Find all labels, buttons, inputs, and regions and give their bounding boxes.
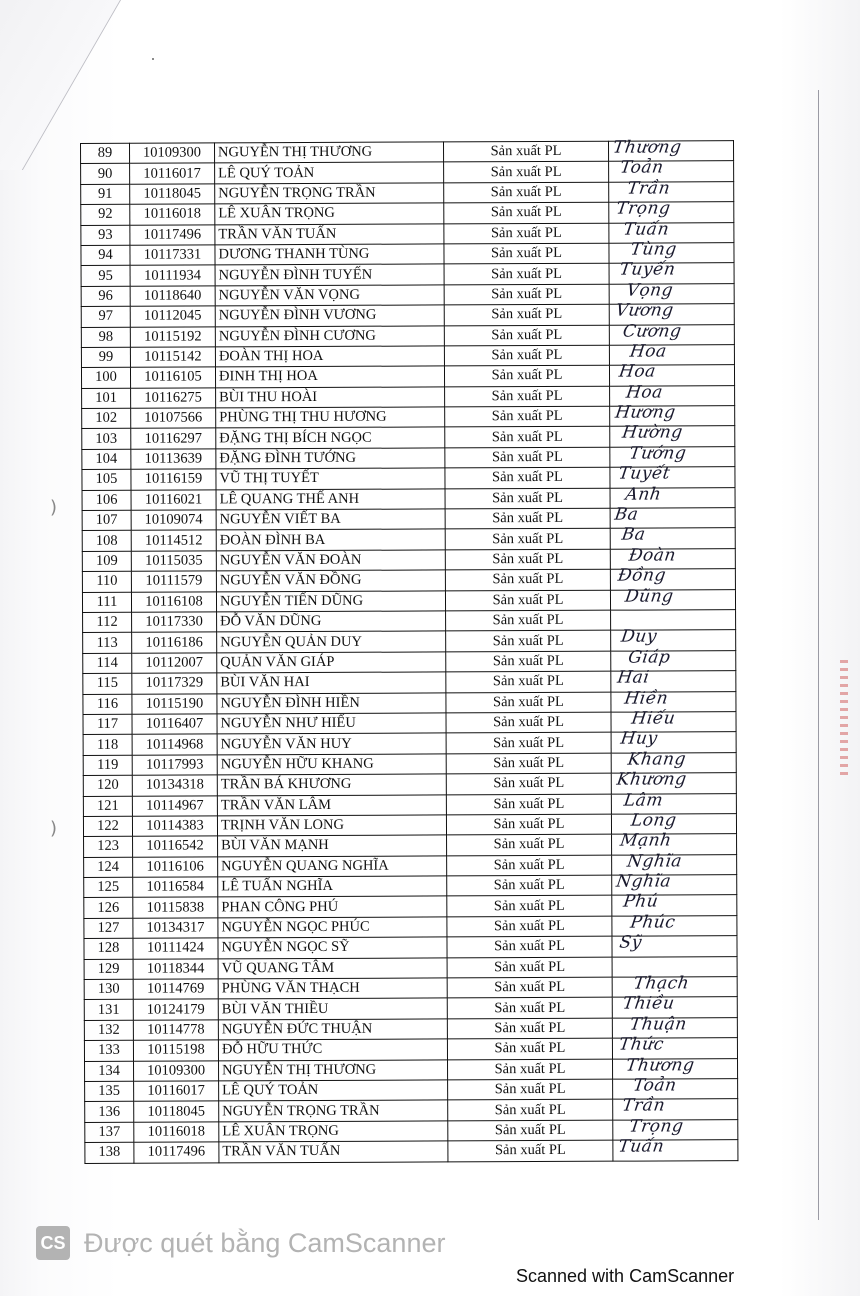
row-number: 113 <box>83 633 132 654</box>
employee-id: 10116584 <box>133 877 218 898</box>
employee-id: 10117496 <box>134 1142 219 1163</box>
department: Sản xuất PL <box>446 712 611 733</box>
row-number: 102 <box>82 408 131 429</box>
row-number: 122 <box>83 816 132 837</box>
employee-id: 10111424 <box>133 938 218 959</box>
department: Sản xuất PL <box>445 508 610 529</box>
handwritten-signature: Hiền <box>623 687 670 709</box>
department: Sản xuất PL <box>448 1059 613 1080</box>
page-edge-line <box>818 90 819 1220</box>
row-number: 111 <box>82 592 131 613</box>
department: Sản xuất PL <box>445 447 610 468</box>
handwritten-signature: Hiếu <box>630 708 677 729</box>
handwritten-signature: Khang <box>626 749 688 770</box>
employee-id: 10116018 <box>130 204 215 225</box>
handwritten-signature: Tuyết <box>617 463 672 484</box>
row-number: 110 <box>82 571 131 592</box>
handwritten-signature: Thuận <box>628 1014 689 1035</box>
department: Sản xuất PL <box>444 304 609 325</box>
row-number: 125 <box>84 877 133 898</box>
handwritten-signature: Trọng <box>628 1116 685 1137</box>
employee-name: NGUYỄN THỊ THƯƠNG <box>219 1059 448 1080</box>
handwritten-signature: Hoa <box>624 382 665 403</box>
employee-id: 10118640 <box>130 286 215 307</box>
handwritten-signature: Mạnh <box>618 830 673 851</box>
row-number: 120 <box>83 775 132 796</box>
row-number: 119 <box>83 755 132 776</box>
employee-name: ĐỖ HỮU THỨC <box>218 1039 447 1060</box>
row-number: 118 <box>83 735 132 756</box>
department: Sản xuất PL <box>446 671 611 692</box>
row-number: 93 <box>81 225 130 246</box>
employee-name: NGUYỄN VIẾT BA <box>216 509 445 530</box>
camscanner-watermark <box>36 1226 445 1260</box>
department: Sản xuất PL <box>444 345 609 366</box>
row-number: 99 <box>81 347 130 368</box>
employee-name: LÊ QUANG THẾ ANH <box>216 489 445 510</box>
table-row <box>82 589 735 612</box>
row-number: 115 <box>83 673 132 694</box>
employee-id: 10114769 <box>133 979 218 1000</box>
employee-id: 10115192 <box>130 326 215 347</box>
row-number: 124 <box>84 857 133 878</box>
employee-id: 10116159 <box>131 469 216 490</box>
row-number: 95 <box>81 266 130 287</box>
handwritten-signature: Nghĩa <box>625 851 684 872</box>
employee-id: 10111579 <box>131 571 216 592</box>
handwritten-signature: Toản <box>631 1075 678 1096</box>
row-number: 104 <box>82 449 131 470</box>
handwritten-signature: Thương <box>611 137 683 158</box>
row-number: 134 <box>85 1061 134 1082</box>
department: Sản xuất PL <box>448 1140 613 1161</box>
employee-name: TRẦN VĂN TUẤN <box>215 223 444 244</box>
punch-hole-mark: ) <box>50 497 58 518</box>
employee-name: NGUYỄN ĐÌNH CƯƠNG <box>215 325 444 346</box>
handwritten-signature: Sỹ <box>618 932 644 953</box>
department: Sản xuất PL <box>447 957 612 978</box>
handwritten-signature: Tuyến <box>618 259 677 280</box>
employee-name: BÙI THU HOÀI <box>216 387 445 408</box>
handwritten-signature: Duy <box>619 626 659 648</box>
handwritten-signature: Lâm <box>622 789 665 811</box>
employee-name: LÊ QUÝ TOẢN <box>215 162 444 183</box>
employee-name: PHÙNG VĂN THẠCH <box>218 978 447 999</box>
employee-name: LÊ TUẤN NGHĨA <box>218 876 447 897</box>
employee-name: ĐINH THỊ HOA <box>215 366 444 387</box>
department: Sản xuất PL <box>446 773 611 794</box>
employee-name: BÙI VĂN HAI <box>217 672 446 693</box>
employee-name: LÊ XUÂN TRỌNG <box>215 203 444 224</box>
row-number: 94 <box>81 245 130 266</box>
department: Sản xuất PL <box>446 631 611 652</box>
handwritten-signature: Phúc <box>629 912 677 933</box>
handwritten-signature: Tướng <box>628 443 688 464</box>
department: Sản xuất PL <box>447 977 612 998</box>
employee-id: 10117331 <box>130 245 215 266</box>
row-number: 101 <box>82 388 131 409</box>
handwritten-signature: Khương <box>615 769 688 790</box>
table-row <box>85 1140 738 1163</box>
employee-id: 10117993 <box>132 755 217 776</box>
department: Sản xuất PL <box>446 794 611 815</box>
employee-name: PHÙNG THỊ THU HƯƠNG <box>216 407 445 428</box>
handwritten-signature: Nghĩa <box>614 871 673 892</box>
row-number: 117 <box>83 714 132 735</box>
handwritten-signature: Ba <box>613 504 640 525</box>
employee-name: NGUYỄN TRỌNG TRẦN <box>215 183 444 204</box>
employee-id: 10107566 <box>131 408 216 429</box>
employee-id: 10115190 <box>132 693 217 714</box>
employee-id: 10116017 <box>130 163 215 184</box>
row-number: 138 <box>85 1142 134 1163</box>
watermark-text: Được quét bằng CamScanner <box>84 1227 446 1258</box>
employee-id: 10115838 <box>133 897 218 918</box>
employee-name: NGUYỄN ĐÌNH HIỀN <box>217 692 446 713</box>
handwritten-signature: Đoàn <box>627 545 678 566</box>
department: Sản xuất PL <box>447 916 612 937</box>
roster-body <box>81 137 738 1163</box>
row-number: 100 <box>81 368 130 389</box>
department: Sản xuất PL <box>447 1038 612 1059</box>
department: Sản xuất PL <box>446 651 611 672</box>
handwritten-signature: Hường <box>620 422 685 444</box>
employee-name: TRẦN VĂN TUẤN <box>219 1141 448 1162</box>
employee-id: 10114967 <box>132 795 217 816</box>
handwritten-signature: Dũng <box>623 586 675 607</box>
employee-id: 10117330 <box>132 612 217 633</box>
employee-id: 10115035 <box>131 551 216 572</box>
employee-id: 10111934 <box>130 265 215 286</box>
employee-name: NGUYỄN NGỌC PHÚC <box>218 917 447 938</box>
row-number: 133 <box>84 1040 133 1061</box>
handwritten-signature: Vương <box>614 300 675 321</box>
department: Sản xuất PL <box>447 1018 612 1039</box>
punch-hole-mark: ) <box>50 818 58 839</box>
handwritten-signature: Cương <box>621 320 683 342</box>
scan-speck <box>152 58 154 60</box>
employee-id: 10117496 <box>130 224 215 245</box>
department: Sản xuất PL <box>444 223 609 244</box>
employee-roster-table <box>80 137 738 1163</box>
row-number: 105 <box>82 470 131 491</box>
department: Sản xuất PL <box>444 284 609 305</box>
row-number: 90 <box>81 164 130 185</box>
employee-id: 10109300 <box>130 143 215 164</box>
table-row <box>84 936 737 959</box>
row-number: 128 <box>84 939 133 960</box>
employee-id: 10112007 <box>132 653 217 674</box>
employee-id: 10116297 <box>131 428 216 449</box>
handwritten-signature: Toản <box>618 157 665 179</box>
employee-name: NGUYỄN ĐỨC THUẬN <box>218 1019 447 1040</box>
department: Sản xuất PL <box>447 998 612 1019</box>
employee-id: 10134318 <box>132 775 217 796</box>
employee-name: ĐẶNG ĐÌNH TƯỚNG <box>216 448 445 469</box>
row-number: 127 <box>84 918 133 939</box>
employee-id: 10116542 <box>133 836 218 857</box>
handwritten-signature: Thiều <box>621 993 676 1015</box>
row-number: 92 <box>81 204 130 225</box>
employee-name: ĐOÀN THỊ HOA <box>215 346 444 367</box>
employee-name: BÙI VĂN MẠNH <box>218 835 447 856</box>
employee-name: PHAN CÔNG PHÚ <box>218 896 447 917</box>
employee-id: 10124179 <box>133 999 218 1020</box>
employee-name: VŨ QUANG TÂM <box>218 958 447 979</box>
department: Sản xuất PL <box>448 1079 613 1100</box>
handwritten-signature: Ba <box>620 524 647 546</box>
employee-name: VŨ THỊ TUYẾT <box>216 468 445 489</box>
employee-id: 10116186 <box>132 632 217 653</box>
department: Sản xuất PL <box>447 834 612 855</box>
employee-id: 10113639 <box>131 449 216 470</box>
row-number: 129 <box>84 959 133 980</box>
row-number: 137 <box>85 1122 134 1143</box>
row-number: 109 <box>82 551 131 572</box>
handwritten-signature: Thạch <box>632 973 691 994</box>
row-number: 135 <box>85 1081 134 1102</box>
employee-name: NGUYỄN NHƯ HIẾU <box>217 713 446 734</box>
department: Sản xuất PL <box>445 529 610 550</box>
department: Sản xuất PL <box>446 814 611 835</box>
handwritten-signature: Trọng <box>615 198 672 219</box>
handwritten-signature: Vọng <box>625 280 675 301</box>
department: Sản xuất PL <box>446 692 611 713</box>
employee-id: 10116108 <box>131 592 216 613</box>
employee-id: 10116018 <box>134 1122 219 1143</box>
row-number: 106 <box>82 490 131 511</box>
handwritten-signature: Đồng <box>616 565 668 586</box>
department: Sản xuất PL <box>445 569 610 590</box>
row-number: 89 <box>81 143 130 164</box>
employee-id: 10117329 <box>132 673 217 694</box>
employee-id: 10115142 <box>130 347 215 368</box>
department: Sản xuất PL <box>447 855 612 876</box>
department: Sản xuất PL <box>445 549 610 570</box>
department: Sản xuất PL <box>444 365 609 386</box>
handwritten-signature: Hai <box>616 667 651 688</box>
employee-id: 10118045 <box>134 1101 219 1122</box>
employee-name: NGUYỄN TRỌNG TRẦN <box>219 1100 448 1121</box>
department: Sản xuất PL <box>446 733 611 754</box>
employee-name: LÊ XUÂN TRỌNG <box>219 1121 448 1142</box>
employee-name: TRẦN BÁ KHƯƠNG <box>217 774 446 795</box>
row-number: 132 <box>84 1020 133 1041</box>
row-number: 96 <box>81 286 130 307</box>
employee-name: NGUYỄN VĂN ĐOÀN <box>216 550 445 571</box>
row-number: 112 <box>83 612 132 633</box>
employee-id: 10114383 <box>132 816 217 837</box>
handwritten-signature: Huy <box>619 728 659 749</box>
employee-name: NGUYỄN ĐÌNH VƯƠNG <box>215 305 444 326</box>
handwritten-signature: Hoa <box>628 341 669 362</box>
department: Sản xuất PL <box>443 141 608 162</box>
employee-id: 10114968 <box>132 734 217 755</box>
row-number: 123 <box>84 837 133 858</box>
row-number: 103 <box>82 429 131 450</box>
handwritten-signature: Giáp <box>626 647 672 668</box>
employee-name: NGUYỄN VĂN HUY <box>217 733 446 754</box>
employee-id: 10134317 <box>133 918 218 939</box>
employee-name: ĐỖ VĂN DŨNG <box>217 611 446 632</box>
employee-name: BÙI VĂN THIỀU <box>218 998 447 1019</box>
signature-cell <box>610 586 735 610</box>
signature-cell <box>613 1136 738 1161</box>
employee-id: 10116105 <box>130 367 215 388</box>
employee-id: 10109074 <box>131 510 216 531</box>
department: Sản xuất PL <box>445 406 610 427</box>
department: Sản xuất PL <box>444 325 609 346</box>
employee-name: NGUYỄN ĐÌNH TUYẾN <box>215 264 444 285</box>
department: Sản xuất PL <box>444 182 609 203</box>
row-number: 91 <box>81 184 130 205</box>
department: Sản xuất PL <box>447 875 612 896</box>
handwritten-signature: Tuấn <box>622 218 671 240</box>
row-number: 107 <box>82 510 131 531</box>
row-number: 136 <box>85 1102 134 1123</box>
employee-id: 10114512 <box>131 530 216 551</box>
signature-cell <box>612 932 737 957</box>
handwritten-signature: Thức <box>617 1034 666 1055</box>
handwritten-signature: Hoa <box>617 361 658 382</box>
employee-id: 10116407 <box>132 714 217 735</box>
handwritten-signature: Long <box>629 810 678 831</box>
signature-cell <box>609 320 734 345</box>
row-number: 130 <box>84 979 133 1000</box>
employee-name: NGUYỄN THỊ THƯƠNG <box>215 142 444 163</box>
camscanner-logo-icon: CS <box>36 1226 70 1260</box>
handwritten-signature: Tùng <box>629 239 679 260</box>
employee-name: QUẢN VĂN GIÁP <box>217 652 446 673</box>
employee-name: LÊ QUÝ TOẢN <box>219 1080 448 1101</box>
employee-name: NGUYỄN TIẾN DŨNG <box>216 591 445 612</box>
employee-id: 10116275 <box>131 388 216 409</box>
department: Sản xuất PL <box>445 386 610 407</box>
department: Sản xuất PL <box>448 1100 613 1121</box>
employee-id: 10118045 <box>130 184 215 205</box>
employee-name: TRẦN VĂN LÂM <box>217 794 446 815</box>
employee-name: NGUYỄN VĂN VỌNG <box>215 285 444 306</box>
row-number: 108 <box>82 531 131 552</box>
employee-name: TRỊNH VĂN LONG <box>217 815 446 836</box>
department: Sản xuất PL <box>444 243 609 264</box>
employee-id: 10114778 <box>133 1020 218 1041</box>
row-number: 114 <box>83 653 132 674</box>
handwritten-signature: Trần <box>625 178 672 199</box>
row-number: 116 <box>83 694 132 715</box>
department: Sản xuất PL <box>447 896 612 917</box>
handwritten-signature: Trần <box>620 1095 667 1117</box>
scanned-with-footer: Scanned with CamScanner <box>516 1266 735 1286</box>
department: Sản xuất PL <box>448 1120 613 1141</box>
employee-id: 10116106 <box>133 857 218 878</box>
employee-name: NGUYỄN VĂN ĐỒNG <box>216 570 445 591</box>
row-number: 98 <box>81 327 130 348</box>
employee-name: NGUYỄN HỮU KHANG <box>217 754 446 775</box>
employee-name: ĐOÀN ĐÌNH BA <box>216 529 445 550</box>
handwritten-signature: Hương <box>613 402 677 423</box>
handwritten-signature: Phú <box>622 891 660 913</box>
row-number: 126 <box>84 898 133 919</box>
department: Sản xuất PL <box>444 162 609 183</box>
department: Sản xuất PL <box>446 610 611 631</box>
stamp-bleed-marks <box>840 660 848 780</box>
handwritten-signature: Thương <box>624 1054 696 1076</box>
employee-id: 10118344 <box>133 959 218 980</box>
department: Sản xuất PL <box>446 753 611 774</box>
department: Sản xuất PL <box>444 264 609 285</box>
row-number: 97 <box>81 306 130 327</box>
department: Sản xuất PL <box>447 936 612 957</box>
department: Sản xuất PL <box>445 590 610 611</box>
handwritten-signature: Tuấn <box>617 1136 666 1157</box>
employee-id: 10109300 <box>134 1060 219 1081</box>
employee-id: 10116017 <box>134 1081 219 1102</box>
employee-name: NGUYỄN NGỌC SỸ <box>218 937 447 958</box>
department: Sản xuất PL <box>445 467 610 488</box>
row-number: 121 <box>83 796 132 817</box>
employee-name: NGUYỄN QUẢN DUY <box>217 631 446 652</box>
employee-id: 10112045 <box>130 306 215 327</box>
employee-name: DƯƠNG THANH TÙNG <box>215 244 444 265</box>
employee-id: 10115198 <box>133 1040 218 1061</box>
employee-id: 10116021 <box>131 490 216 511</box>
department: Sản xuất PL <box>445 427 610 448</box>
row-number: 131 <box>84 1000 133 1021</box>
department: Sản xuất PL <box>445 488 610 509</box>
employee-name: ĐẶNG THỊ BÍCH NGỌC <box>216 427 445 448</box>
handwritten-signature: Anh <box>624 484 663 505</box>
employee-name: NGUYỄN QUANG NGHĨA <box>218 856 447 877</box>
department: Sản xuất PL <box>444 202 609 223</box>
